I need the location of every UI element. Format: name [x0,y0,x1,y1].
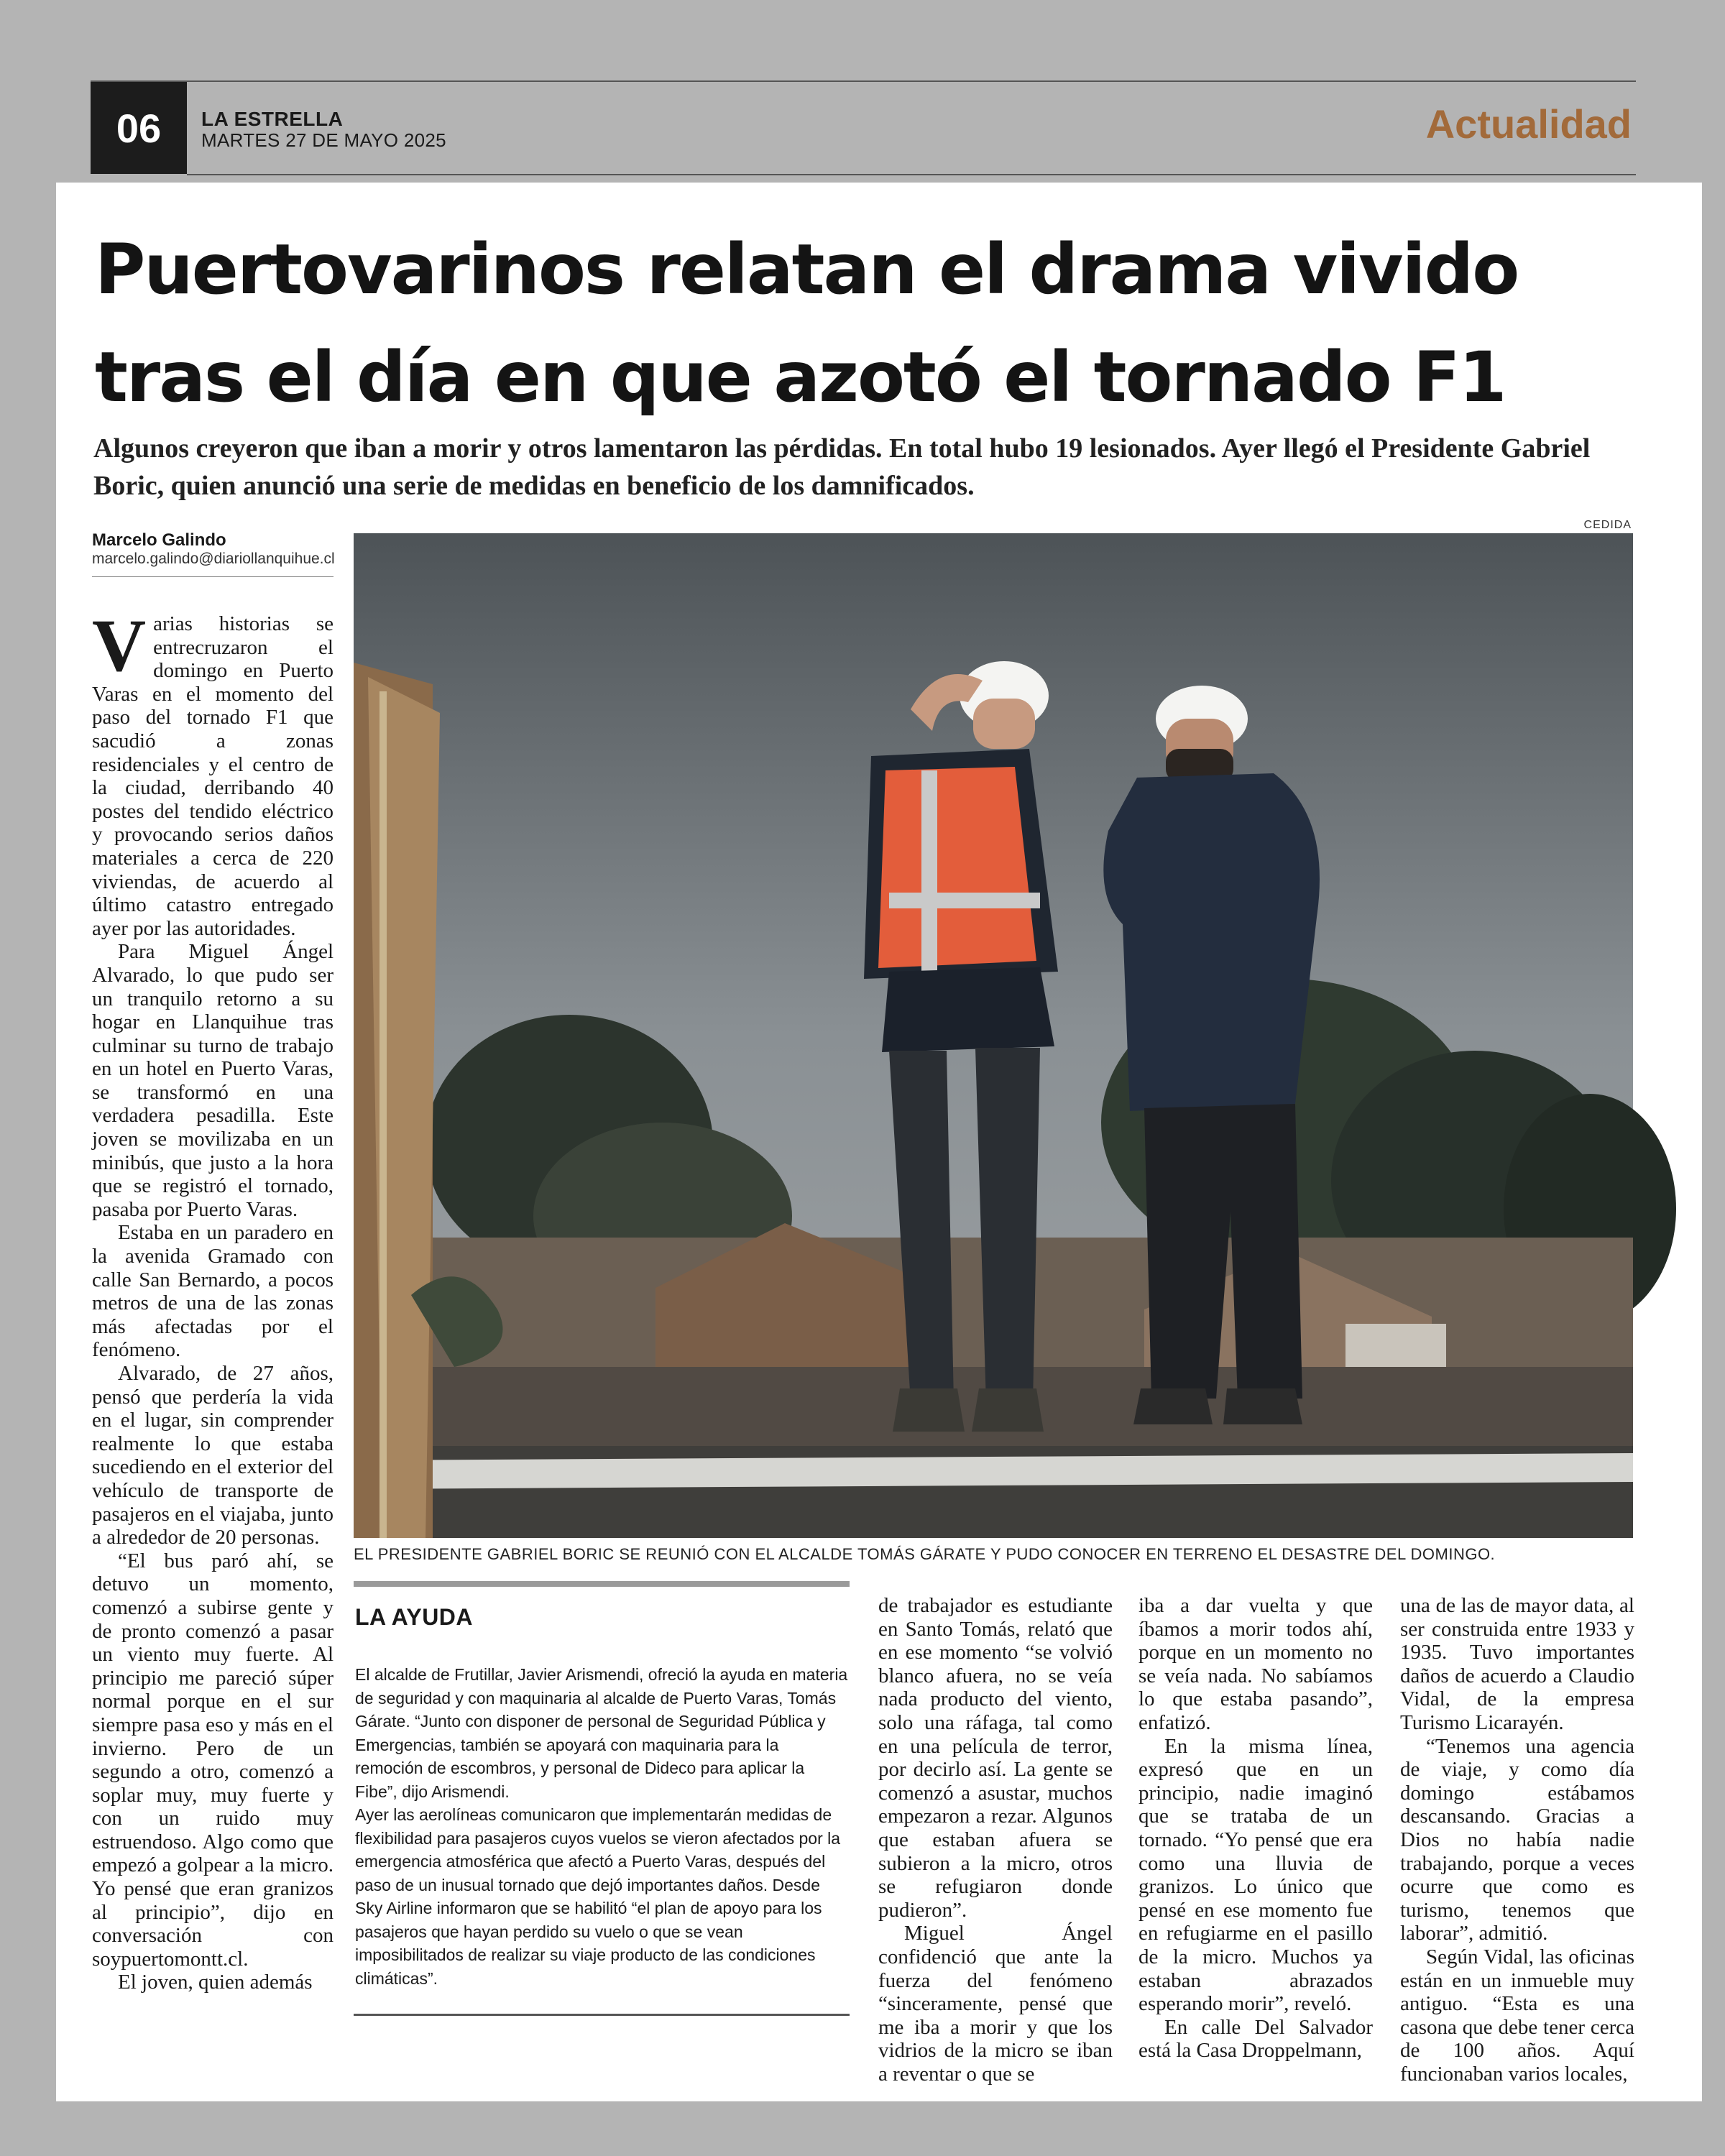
header-rule [187,174,1636,175]
article-column-1 [92,604,334,2078]
paragraph: “El bus paró ahí, se detuvo un momento, comenzó a subirse gente y de pronto comenzó a pasar un viento muy fuerte. Al principio me pareció súper normal porque en el sur siempre pasa eso y más en el invierno. Pero de un segundo a otro, comenzó a soplar muy, muy fuerte y con un ruido muy estruendoso. Algo como que empezó a golpear a la micro. Yo pensé que eran granizos al principio”, dijo en conversación con soypuertomontt.cl. [92,1549,334,1971]
paragraph: En calle Del Salvador está la Casa Droppelmann, [1138,2015,1373,2063]
sidebar-body [355,1663,850,1990]
byline-rule [92,576,334,577]
publication-date: MARTES 27 DE MAYO 2025 [201,129,446,151]
headline-line-2: tras el día en que azotó el tornado F1 [95,337,1506,418]
paragraph: Según Vidal, las oficinas están en un inmueble muy antiguo. “Esta es una casona que debe tener cerca de 100 años. Aquí funcionaban varios locales, [1400,1945,1634,2086]
paragraph: iba a dar vuelta y que íbamos a morir todos ahí, porque en un momento no se veía nada. No sabíamos lo que estaba pasando”, enfatizó. [1138,1594,1373,1734]
paragraph: Alvarado, de 27 años, pensó que perdería la vida en el lugar, sin comprender realmente lo que estaba sucediendo en el exterior del vehículo de transporte de pasajeros en el viajaba, junto a alrededor de 20 personas. [92,1362,334,1549]
paragraph: Miguel Ángel confidenció que ante la fuerza del fenómeno “sinceramente, pensé que me iba a morir y que los vidrios de la micro se iban a reventar o que se [878,1922,1113,2086]
publication-name: LA ESTRELLA [201,108,344,130]
sidebar-paragraph: El alcalde de Frutillar, Javier Arismendi, ofreció la ayuda en materia de seguridad y con maquinaria al alcalde de Puerto Varas, Tomás Gárate. “Junto con disponer de personal de Seguridad Pública y Emergencias, también se apoyará con maquinaria para la remoción de escombros, y personal de Dideco para aplicar la Fibe”, dijo Arismendi. [355,1665,848,1801]
author-email: marcelo.galindo@diariollanquihue.cl [92,550,335,567]
deck: Algunos creyeron que iban a morir y otros lamentaron las pérdidas. En total hubo 19 lesionados. Ayer llegó el Presidente Gabriel Boric, quien anunció una serie de medidas en beneficio de los damnificados. [93,433,1591,501]
article-column-3 [878,1594,1113,2086]
headline-line-1: Puertovarinos relatan el drama vivido [95,229,1519,310]
article-column-4 [1138,1594,1373,2068]
page-number: 06 [91,82,187,174]
article-photo [354,533,1633,1538]
sidebar-bottom-rule [354,2014,850,2016]
sidebar-title: LA AYUDA [355,1604,474,1630]
photo-credit: CEDIDA [1583,519,1632,531]
paragraph: En la misma línea, expresó que en un principio, nadie imaginó que se trataba de un tornado. “Yo pensé que era como una lluvia de granizos. Lo único que pensé en ese momento fue en refugiarme en el pasillo de la micro. Muchos ya estaban abrazados esperando morir”, reveló. [1138,1734,1373,2016]
article-column-5 [1400,1594,1634,2086]
top-rule [91,80,1636,82]
sidebar-top-rule [354,1581,850,1587]
paragraph: Varias historias se entrecruzaron el domingo en Puerto Varas en el momento del paso del tornado F1 que sacudió a zonas residenciales y el centro de la ciudad, derribando 40 postes del tendido eléctrico y provocando serios daños materiales a cerca de 220 viviendas, de acuerdo al último catastro entregado ayer por las autoridades. [92,604,334,940]
paragraph: “Tenemos una agencia de viaje, y como día domingo estábamos descansando. Gracias a Dios no había nadie trabajando, porque a veces ocurre que como es turismo, tenemos que laborar”, admitió. [1400,1734,1634,1945]
author-name: Marcelo Galindo [92,530,226,550]
paragraph: Para Miguel Ángel Alvarado, lo que pudo ser un tranquilo retorno a su hogar en Llanquihue tras culminar su turno de trabajo en un hotel en Puerto Varas, se transformó en una verdadera pesadilla. Este joven se movilizaba en un minibús, que justo a la hora que se registró el tornado, pasaba por Puerto Varas. [92,940,334,1221]
paragraph: El joven, quien además [118,1971,313,1994]
paragraph: una de las de mayor data, al ser construida entre 1933 y 1935. Tuvo importantes daños de acuerdo a Claudio Vidal, de la empresa Turismo Licarayén. [1400,1594,1634,1734]
photo-caption: EL PRESIDENTE GABRIEL BORIC SE REUNIÓ CON EL ALCALDE TOMÁS GÁRATE Y PUDO CONOCER EN TERRENO EL DESASTRE DEL DOMINGO. [354,1545,1496,1563]
sidebar-paragraph: Ayer las aerolíneas comunicaron que implementarán medidas de flexibilidad para pasajeros cuyos vuelos se vieron afectados por la emergencia atmosférica que afectó a Puerto Varas, después del paso de un inusual tornado que dejó importantes daños. Desde Sky Airline informaron que se habilitó “el plan de apoyo para los pasajeros que hayan perdido su vuelo o que se vean imposibilitados de realizar su viaje producto de las condiciones climáticas”. [355,1805,841,1988]
paragraph: de trabajador es estudiante en Santo Tomás, relató que en ese momento “se volvió blanco afuera, no se veía nada producto del viento, solo una ráfaga, tal como en una película de terror, por decirlo así. La gente se comenzó a asustar, muchos empezaron a rezar. Algunos que estaban afuera se subieron a la micro, otros se refugiaron donde pudieron”. [878,1594,1113,1922]
headline [95,216,1633,431]
drop-cap: V [92,604,147,687]
paragraph: Estaba en un paradero en la avenida Gramado con calle San Bernardo, a pocos metros de una de las zonas más afectadas por el fenómeno. [92,1221,334,1362]
section-label: Actualidad [1425,101,1632,147]
